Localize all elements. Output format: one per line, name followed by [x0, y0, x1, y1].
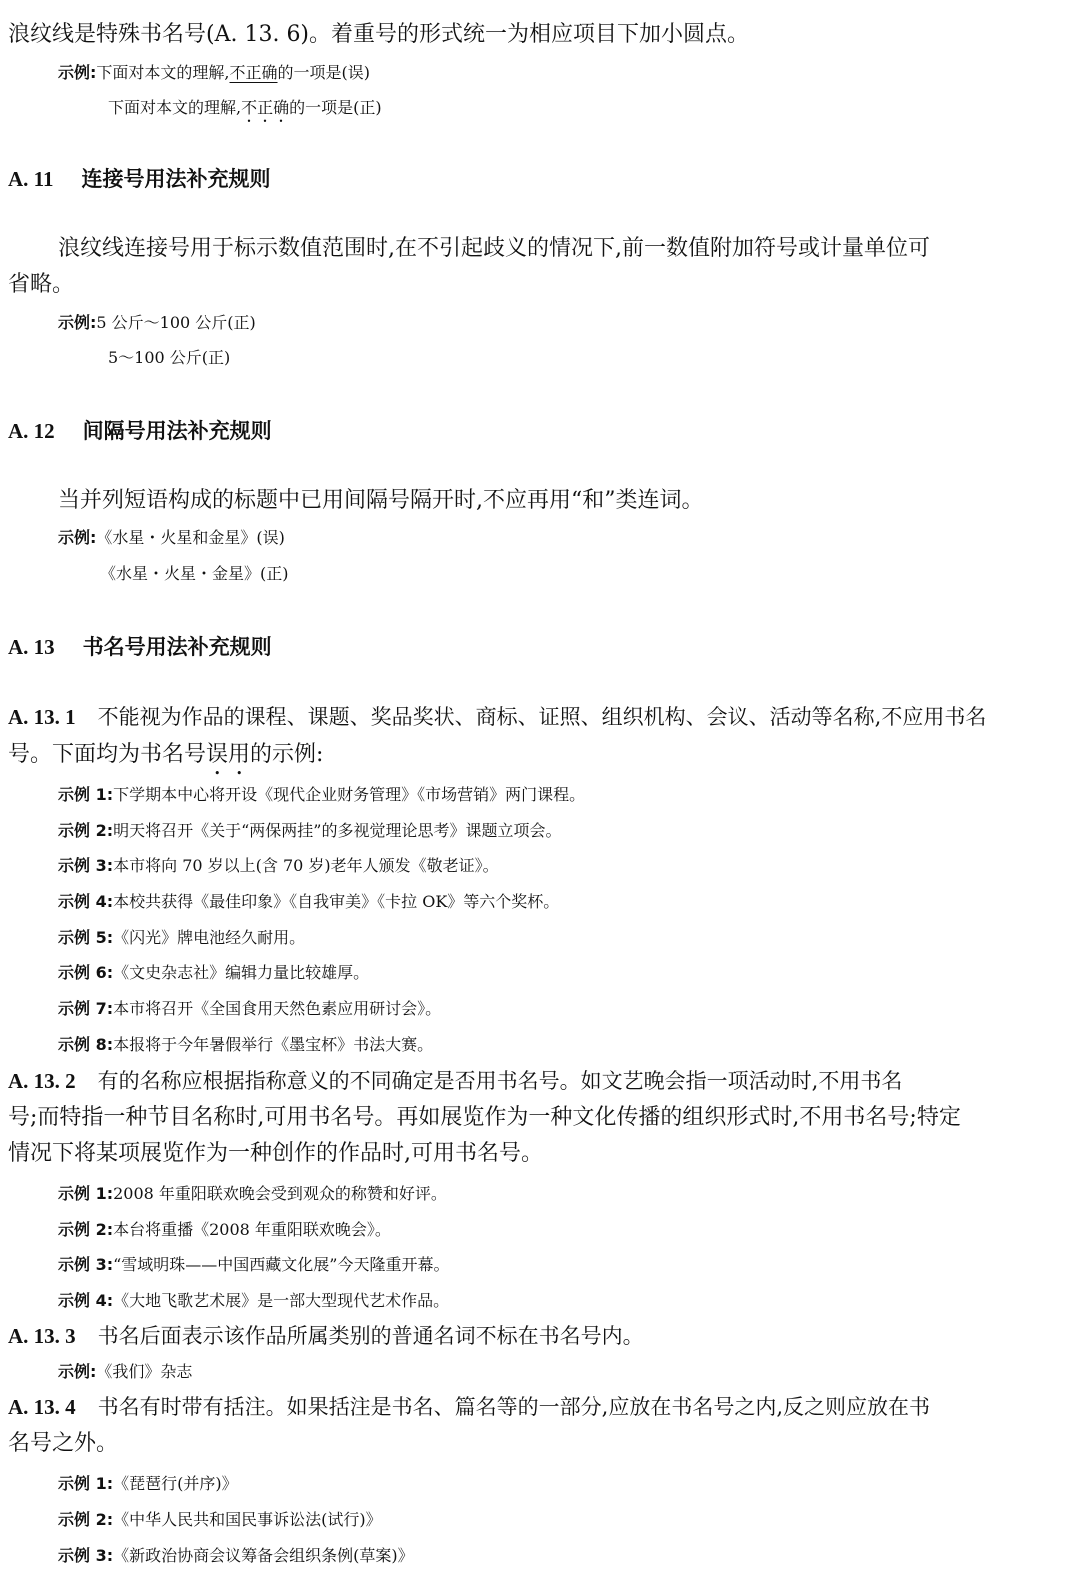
example-text: “雪域明珠——中国西藏文化展”今天隆重开幕。	[113, 1255, 450, 1274]
a13-1-example-6	[58, 965, 369, 981]
a12-paragraph: 当并列短语构成的标题中已用间隔号隔开时,不应再用“和”类连词。	[58, 488, 704, 513]
a13-1-example-4	[58, 894, 559, 910]
section-number: A. 11	[8, 167, 54, 191]
a13-4-line-1	[8, 1397, 930, 1418]
a12-example-1	[58, 530, 285, 546]
subsection-number: A. 13. 3	[8, 1324, 76, 1348]
example-label: 示例 2:	[58, 1510, 114, 1529]
subsection-number: A. 13. 2	[8, 1069, 76, 1093]
example-text: 《新政治协商会议筹备会组织条例(草案)》	[113, 1546, 414, 1565]
example-label: 示例 1:	[58, 1184, 114, 1203]
a13-1-example-7	[58, 1001, 441, 1017]
section-heading-a11	[8, 168, 271, 190]
example-label: 示例 6:	[58, 963, 114, 982]
example-text: 《我们》杂志	[96, 1362, 193, 1381]
section-number: A. 12	[8, 419, 55, 443]
example-label: 示例 1:	[58, 1474, 114, 1493]
a13-1-example-2	[58, 823, 561, 839]
subsection-text: 不能视为作品的课程、课题、奖品奖状、商标、证照、组织机构、会议、活动等名称,不应用书名	[97, 705, 987, 729]
example-label: 示例 3:	[58, 1255, 114, 1274]
example-label: 示例 5:	[58, 928, 114, 947]
example-text-post: 的一项是(正)	[289, 98, 382, 117]
a13-1-example-3	[58, 858, 499, 874]
a11-example-1	[58, 315, 256, 331]
a13-1-example-5	[58, 930, 305, 946]
a13-4-example-1	[58, 1476, 238, 1492]
a13-1-line-2	[8, 742, 323, 780]
subsection-text: 有的名称应根据指称意义的不同确定是否用书名号。如文艺晚会指一项活动时,不用书名	[97, 1069, 903, 1093]
a13-2-example-1	[58, 1186, 447, 1202]
example-text: 本校共获得《最佳印象》《自我审美》《卡拉 OK》等六个奖杯。	[113, 892, 560, 911]
example-label: 示例 4:	[58, 1291, 114, 1310]
a13-2-example-3	[58, 1257, 449, 1273]
example-text: 本市将召开《全国食用天然色素应用研讨会》。	[113, 999, 442, 1018]
section-heading-a13	[8, 636, 272, 658]
section-title: 间隔号用法补充规则	[82, 418, 272, 443]
example-label: 示例 8:	[58, 1035, 114, 1054]
subsection-text: 书名有时带有括注。如果括注是书名、篇名等的一部分,应放在书名号之内,反之则应放在书	[97, 1395, 931, 1419]
a11-example-2: 5～100 公斤(正)	[108, 348, 231, 367]
a13-1-example-1	[58, 787, 585, 803]
example-label: 示例 7:	[58, 999, 114, 1018]
example-text: 2008 年重阳联欢晚会受到观众的称赞和好评。	[113, 1184, 447, 1203]
example-text: 本市将向 70 岁以上(含 70 岁)老年人颁发《敬老证》。	[113, 856, 499, 875]
example-text-pre: 下面对本文的理解,	[108, 98, 242, 117]
example-text-pre: 下面对本文的理解,	[96, 63, 230, 82]
example-text: 《大地飞歌艺术展》是一部大型现代艺术作品。	[113, 1291, 450, 1310]
example-label: 示例 4:	[58, 892, 114, 911]
example-label: 示例:	[58, 1362, 97, 1381]
a13-4-example-2	[58, 1512, 382, 1528]
dotted-phrase: 误用	[206, 742, 251, 767]
example-text: 下学期本中心将开设《现代企业财务管理》《市场营销》两门课程。	[113, 785, 586, 804]
intro-line: 浪纹线是特殊书名号(A. 13. 6)。着重号的形式统一为相应项目下加小圆点。	[8, 22, 750, 47]
emphasis-example-2	[108, 98, 382, 126]
section-title: 书名号用法补充规则	[82, 634, 272, 659]
example-label: 示例:	[58, 528, 97, 547]
a13-2-example-2	[58, 1222, 391, 1238]
example-label: 示例:	[58, 63, 97, 82]
subsection-text: 书名后面表示该作品所属类别的普通名词不标在书名号内。	[97, 1324, 644, 1348]
example-text: 《水星・火星和金星》(误)	[96, 528, 285, 547]
example-label: 示例:	[58, 313, 97, 332]
example-label: 示例 1:	[58, 785, 114, 804]
a13-4-example-3	[58, 1548, 414, 1564]
dotted-phrase: 不正确	[241, 98, 290, 117]
example-text: 5 公斤～100 公斤(正)	[96, 313, 256, 332]
example-label: 示例 2:	[58, 821, 114, 840]
subsection-number: A. 13. 1	[8, 705, 76, 729]
a13-2-line-3: 情况下将某项展览作为一种创作的作品时,可用书名号。	[8, 1141, 543, 1166]
example-text: 《闪光》牌电池经久耐用。	[113, 928, 306, 947]
a13-2-line-1	[8, 1071, 902, 1092]
a11-paragraph-line-1: 浪纹线连接号用于标示数值范围时,在不引起歧义的情况下,前一数值附加符号或计量单位可	[58, 236, 930, 261]
section-title: 连接号用法补充规则	[81, 166, 271, 191]
a13-3-line-1	[8, 1326, 644, 1347]
emphasis-example-1	[58, 65, 370, 81]
example-text: 本报将于今年暑假举行《墨宝杯》书法大赛。	[113, 1035, 434, 1054]
example-label: 示例 3:	[58, 856, 114, 875]
a13-4-line-2: 名号之外。	[8, 1431, 119, 1456]
a11-paragraph-line-2: 省略。	[8, 272, 75, 297]
subsection-number: A. 13. 4	[8, 1395, 76, 1419]
a12-example-2: 《水星・火星・金星》(正)	[100, 564, 289, 583]
example-label: 示例 3:	[58, 1546, 114, 1565]
section-number: A. 13	[8, 635, 55, 659]
section-heading-a12	[8, 420, 272, 442]
a13-2-example-4	[58, 1293, 449, 1309]
example-text: 《文史杂志社》编辑力量比较雄厚。	[113, 963, 370, 982]
text-post: 的示例:	[250, 742, 324, 767]
example-text: 《中华人民共和国民事诉讼法(试行)》	[113, 1510, 382, 1529]
a13-1-example-8	[58, 1037, 433, 1053]
example-text-post: 的一项是(误)	[277, 63, 371, 82]
example-text: 《琵琶行(并序)》	[113, 1474, 238, 1493]
example-text: 本台将重播《2008 年重阳联欢晚会》。	[113, 1220, 391, 1239]
a13-1-line-1	[8, 707, 986, 728]
text-pre: 号。下面均为书名号	[8, 742, 207, 767]
example-text: 明天将召开《关于“两保两挂”的多视觉理论思考》课题立项会。	[113, 821, 562, 840]
underlined-phrase: 不正确	[229, 63, 278, 82]
a13-3-example	[58, 1364, 192, 1380]
example-label: 示例 2:	[58, 1220, 114, 1239]
a13-2-line-2: 号;而特指一种节目名称时,可用书名号。再如展览作为一种文化传播的组织形式时,不用书名号;特定	[8, 1105, 961, 1130]
